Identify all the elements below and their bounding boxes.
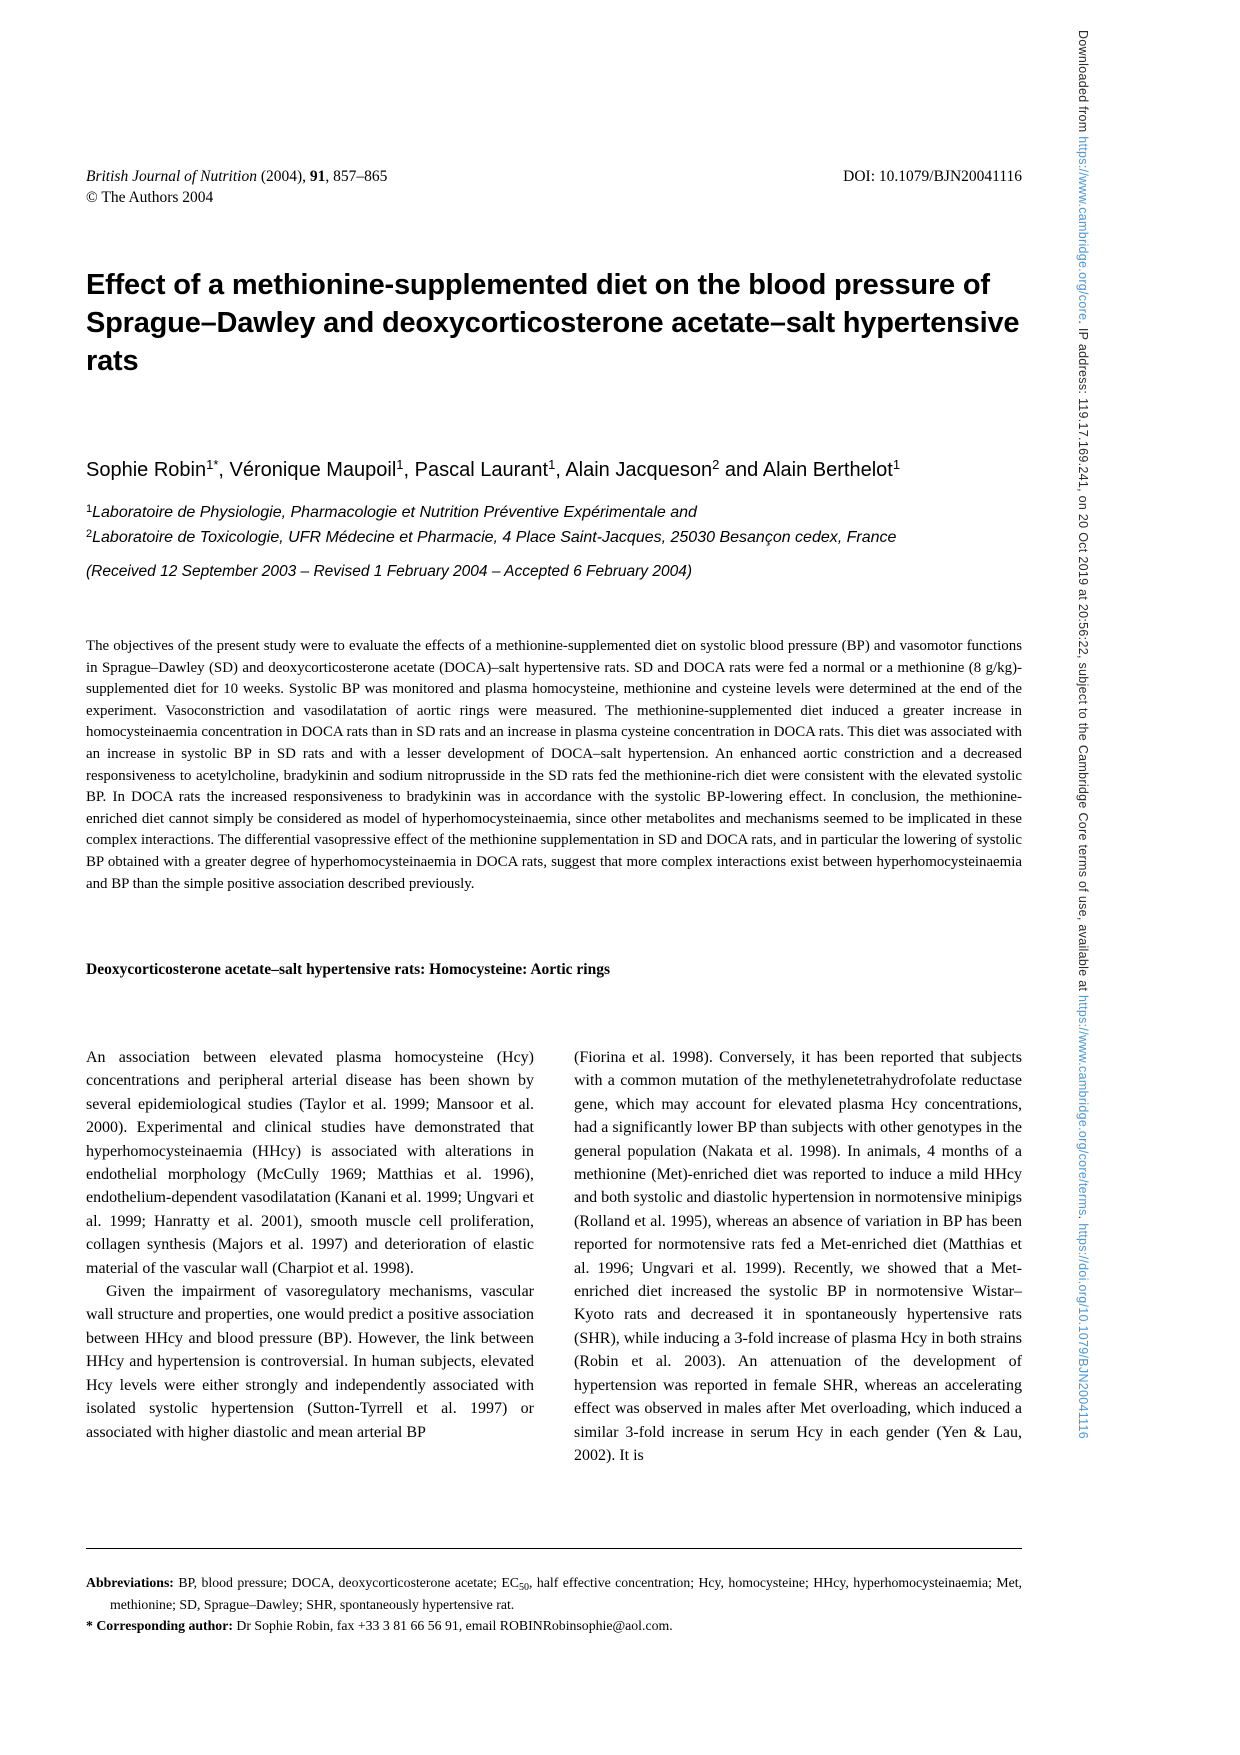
- body-paragraph: Given the impairment of vasoregulatory mechanisms, vascular wall structure and properties, one would predict a positive association between HHcy and blood pressure (BP). However, the link between HHcy and hypertension is controversial. In human subjects, elevated Hcy levels were either strongly and independently associated with isolated systolic hypertension (Sutton-Tyrrell et al. 1997) or associated with higher diastolic and mean arterial BP: [86, 1283, 534, 1441]
- corresponding-author-text: Dr Sophie Robin, fax +33 3 81 66 56 91, email ROBINRobinsophie@aol.com.: [232, 1618, 673, 1633]
- body-paragraph: An association between elevated plasma homocysteine (Hcy) concentrations and peripheral arterial disease has been shown by several epidemiological studies (Taylor et al. 1999; Mansoor et al. 2000). Experimental and clinical studies have demonstrated that hyperhomocysteinaemia (HHcy) is associated with alterations in endothelial morphology (McCully 1969; Matthias et al. 1996), endothelium-dependent vasodilatation (Kanani et al. 1999; Ungvari et al. 1999; Hanratty et al. 2001), smooth muscle cell proliferation, collagen synthesis (Majors et al. 1997) and deterioration of elastic material of the vascular wall (Charpiot et al. 1998).: [86, 1049, 534, 1277]
- affiliation: [86, 526, 1046, 551]
- affiliation-list: [86, 501, 1046, 551]
- affiliation-text: Laboratoire de Physiologie, Pharmacologie et Nutrition Préventive Expérimentale and: [92, 504, 697, 521]
- copyright-line: © The Authors 2004: [86, 189, 214, 206]
- abbreviations-text-2: , half effective concentration; Hcy, homocysteine; HHcy, hyperhomocysteinaemia; Met, methionine; SD, Sprague–Dawley; SHR, spontaneously hypertensive rat.: [110, 1575, 1023, 1612]
- watermark-text-2: . IP address: 119.17.169.241, on 20 Oct 2019 at 20:56:22, subject to the Cambridge Core terms of use, available at: [1076, 320, 1090, 996]
- author-separator: ,: [555, 459, 566, 481]
- journal-citation: [86, 166, 387, 187]
- body-columns: [86, 1046, 1022, 1467]
- author-superscript: 1: [548, 457, 556, 472]
- author: [86, 459, 230, 481]
- cambridge-terms-link[interactable]: https://www.cambridge.org/core/terms: [1076, 995, 1090, 1216]
- author-separator: and: [719, 459, 763, 481]
- abbreviations-subscript: 50: [519, 1582, 529, 1593]
- affiliation-superscript: 1: [86, 503, 93, 515]
- author-superscript: 2: [712, 457, 720, 472]
- author-name: Alain Berthelot: [762, 459, 893, 481]
- affiliation-text: Laboratoire de Toxicologie, UFR Médecine et Pharmacie, 4 Place Saint-Jacques, 25030 Besançon cedex, France: [92, 529, 897, 546]
- doi-text: DOI: 10.1079/BJN20041116: [843, 168, 1022, 185]
- footnote-block: [86, 1548, 1022, 1636]
- author: [415, 459, 566, 481]
- author-superscript: 1: [396, 457, 404, 472]
- journal-volume: 91: [309, 168, 326, 185]
- watermark-text-1: Downloaded from: [1076, 30, 1090, 137]
- journal-header: [86, 166, 1022, 208]
- received-dates: (Received 12 September 2003 – Revised 1 February 2004 – Accepted 6 February 2004): [86, 563, 693, 580]
- journal-issue-prefix: (2004),: [256, 168, 310, 185]
- body-column-right: [574, 1046, 1022, 1467]
- body-column-left: [86, 1046, 534, 1467]
- author-list: [86, 459, 1046, 482]
- author-name: Sophie Robin: [86, 459, 207, 481]
- journal-citation-block: [86, 166, 387, 208]
- author: [230, 459, 415, 481]
- author: [565, 459, 762, 481]
- author-name: Véronique Maupoil: [229, 459, 397, 481]
- paper-title: Effect of a methionine-supplemented diet on the blood pressure of Sprague–Dawley and deoxycorticosterone acetate–salt hypertensive rats: [86, 269, 1020, 377]
- corresponding-author-label: * Corresponding author:: [86, 1618, 233, 1633]
- author-separator: ,: [403, 459, 415, 481]
- author: [763, 459, 900, 481]
- doi-link[interactable]: https://doi.org/10.1079/BJN20041116: [1076, 1223, 1090, 1439]
- affiliation-superscript: 2: [86, 528, 93, 540]
- abbreviations-line: [86, 1573, 1022, 1615]
- author-superscript: 1: [892, 457, 901, 472]
- abstract-text: The objectives of the present study were to evaluate the effects of a methionine-supplemented diet on systolic blood pressure (BP) and vasomotor functions in Sprague–Dawley (SD) and deoxycorticosterone acetate (DOCA)–salt hypertensive rats. SD and DOCA rats were fed a normal or a methionine (8 g/kg)-supplemented diet for 10 weeks. Systolic BP was monitored and plasma homocysteine, methionine and cysteine levels were determined at the end of the experiment. Vasoconstriction and vasodilatation of aortic rings were measured. The methionine-supplemented diet induced a greater increase in homocysteinaemia concentration in DOCA rats than in SD rats and an increase in plasma cysteine concentration in DOCA rats. This diet was associated with an increase in systolic BP in SD rats and with a lesser development of DOCA–salt hypertension. An enhanced aortic constriction and a decreased responsiveness to acetylcholine, bradykinin and sodium nitroprusside in the SD rats fed the methionine-rich diet were consistent with the elevated systolic BP. In DOCA rats the increased responsiveness to bradykinin was in accordance with the systolic BP-lowering effect. In conclusion, the methionine-enriched diet cannot simply be considered as model of hyperhomocysteinaemia, since other metabolites and mechanisms seemed to be implicated in these complex interactions. The differential vasopressive effect of the methionine supplementation in SD and DOCA rats, and in particular the lowering of systolic BP obtained with a greater degree of hyperhomocysteinaemia in DOCA rats, suggest that more complex interactions exist between hyperhomocysteinaemia and BP than the simple positive association described previously.: [86, 638, 1022, 892]
- watermark-text-3: .: [1076, 1215, 1090, 1224]
- abbreviations-text-1: BP, blood pressure; DOCA, deoxycorticosterone acetate; EC: [173, 1575, 519, 1590]
- cambridge-core-link[interactable]: https://www.cambridge.org/core: [1076, 136, 1090, 321]
- keywords-line: Deoxycorticosterone acetate–salt hypertensive rats: Homocysteine: Aortic rings: [86, 961, 610, 978]
- download-watermark: [1076, 30, 1090, 1750]
- abbreviations-label: Abbreviations:: [86, 1575, 174, 1590]
- author-separator: ,: [218, 459, 230, 481]
- journal-name: British Journal of Nutrition: [86, 168, 257, 185]
- author-superscript: 1*: [206, 457, 219, 472]
- author-name: Pascal Laurant: [414, 459, 549, 481]
- body-paragraph: (Fiorina et al. 1998). Conversely, it has been reported that subjects with a common mutation of the methylenetetrahydrofolate reductase gene, which may account for elevated plasma Hcy concentrations, had a significantly lower BP than subjects with other genotypes in the general population (Nakata et al. 1998). In animals, 4 months of a methionine (Met)-enriched diet was reported to induce a mild HHcy and both systolic and diastolic hypertension in normotensive minipigs (Rolland et al. 1995), whereas an absence of variation in BP has been reported for normotensive rats fed a Met-enriched diet (Matthias et al. 1996; Ungvari et al. 1999). Recently, we showed that a Met-enriched diet increased the systolic BP in normotensive Wistar–Kyoto rats and decreased it in spontaneously hypertensive rats (SHR), while inducing a 3-fold increase of plasma Hcy in both strains (Robin et al. 2003). An attenuation of the development of hypertension was reported in female SHR, whereas an accelerating effect was observed in males after Met overloading, which induced a similar 3-fold increase in serum Hcy in each gender (Yen & Lau, 2002). It is: [574, 1049, 1022, 1464]
- author-name: Alain Jacqueson: [565, 459, 713, 481]
- journal-pages: , 857–865: [325, 168, 388, 185]
- affiliation: [86, 501, 1046, 526]
- corresponding-author-line: [86, 1616, 1022, 1636]
